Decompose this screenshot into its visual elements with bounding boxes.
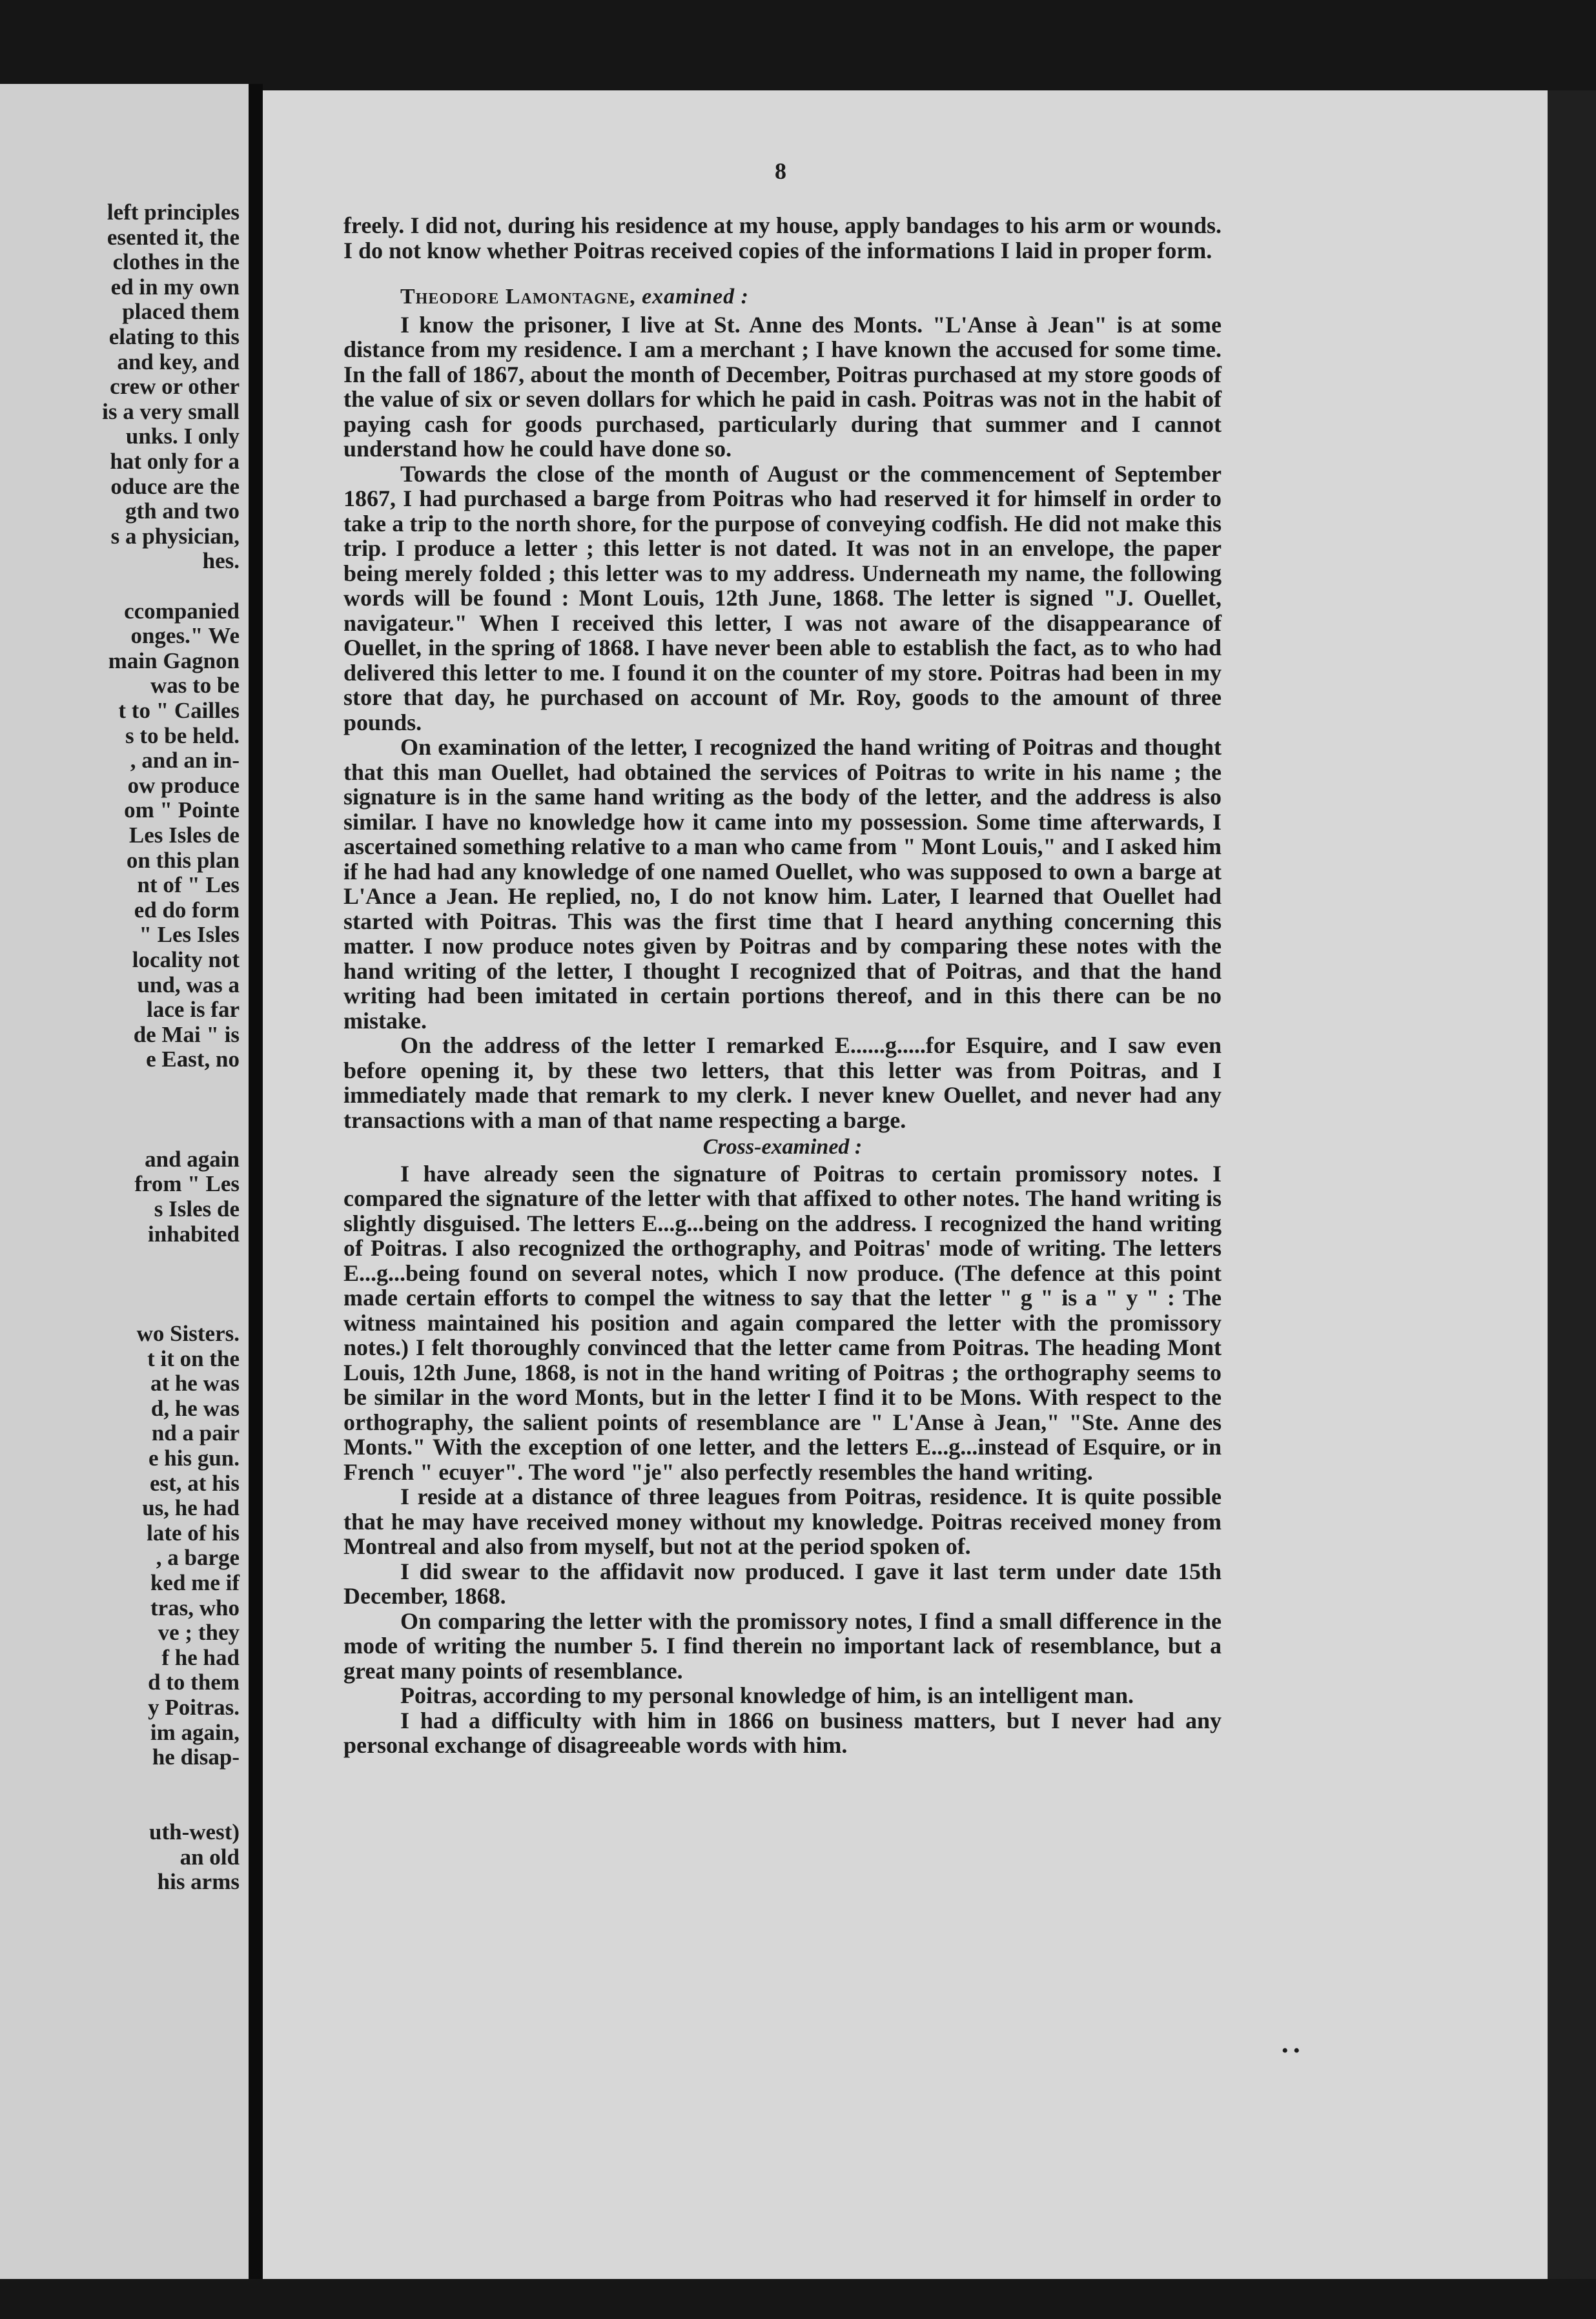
left-page-fragment bbox=[0, 84, 249, 2279]
left-page-line: placed them bbox=[122, 299, 240, 325]
left-page-line: and again bbox=[145, 1146, 240, 1172]
left-page-line: ccompanied bbox=[124, 598, 240, 624]
left-page-line: s a physician, bbox=[110, 523, 240, 549]
witness-role: examined : bbox=[642, 285, 749, 309]
left-page-line: ed do form bbox=[134, 897, 240, 923]
left-page-line: e his gun. bbox=[148, 1446, 240, 1471]
left-page-line: d to them bbox=[148, 1670, 240, 1695]
left-page-line: onges." We bbox=[130, 623, 240, 649]
left-page-line: he disap- bbox=[152, 1744, 240, 1770]
left-page-line: late of his bbox=[147, 1520, 240, 1546]
left-page-line: s Isles de bbox=[154, 1196, 240, 1221]
paragraph-9: Poitras, according to my personal knowledge of him, is an intelligent man. bbox=[400, 1682, 1134, 1708]
ink-specks: • • bbox=[1282, 2040, 1300, 2061]
left-page-line: " Les Isles bbox=[139, 922, 240, 948]
left-page-line: us, he had bbox=[142, 1495, 240, 1521]
left-page-line: , and an in- bbox=[130, 748, 240, 773]
left-page-line: his arms bbox=[157, 1869, 240, 1895]
left-page-line: was to be bbox=[150, 673, 240, 699]
paragraph-5: I have already seen the signature of Poitras to certain promissory notes. I compared the signature of the letter with that affixed to other notes. The hand writing is slightly disguised. The letters E...g...being on the address. I recognized the hand writing of Poitras. I also recognized the orthography, and Poitras' mode of writing. The letters E...g...being found on several notes, which I now produce. (The defence at this point made certain efforts to compel the witness to say that the letter " g " is a " y " : The witness maintained his position and again compared the letter with the promissory notes.) I felt thoroughly convinced that the letter came from Poitras. The heading Mont Louis, 12th June, 1868, is not in the hand writing of Poitras ; the orthography seems to be similar in the word Monts, but in the letter I find it to be Mons. With respect to the orthography, the salient points of resemblance are " L'Anse à Jean," "Ste. Anne des Monts." With the exception of one letter, and the letters E...g...instead of Esquire, or in French " ecuyer". The word "je" also perfectly resembles the hand writing. bbox=[343, 1160, 1222, 1485]
left-page-line: t it on the bbox=[147, 1345, 240, 1371]
left-page-line: esented it, the bbox=[107, 224, 240, 250]
left-page-line: and key, and bbox=[117, 349, 240, 374]
left-page-line: unks. I only bbox=[125, 424, 240, 449]
left-page-line: wo Sisters. bbox=[136, 1321, 240, 1346]
left-page-line: Les Isles de bbox=[128, 822, 240, 848]
left-page-line: at he was bbox=[150, 1371, 240, 1396]
left-page-line: main Gagnon bbox=[108, 648, 240, 673]
scan-edge bbox=[1548, 90, 1596, 2279]
left-page-line: d, he was bbox=[150, 1395, 240, 1421]
left-page-line: crew or other bbox=[110, 374, 240, 400]
page-gutter bbox=[249, 84, 263, 2279]
left-page-line: oduce are the bbox=[110, 473, 240, 499]
paragraph-4: On the address of the letter I remarked E......g.....for Esquire, and I saw even before opening it, by these two letters, that this letter was from Poitras, and I immediately made that remark to my clerk. I never knew Ouellet, and never had any transactions with a man of that name respecting a barge. bbox=[343, 1032, 1222, 1133]
left-page-line: und, was a bbox=[137, 972, 240, 997]
left-page-line: , a barge bbox=[156, 1545, 240, 1571]
left-page-line: hes. bbox=[202, 548, 240, 574]
left-page-line: nt of " Les bbox=[137, 872, 240, 898]
paragraph-6: I reside at a distance of three leagues from Poitras, residence. It is quite possible that he may have received money without my knowledge. Poitras received money from Montreal and also from myself, but not at the period spoken of. bbox=[343, 1484, 1222, 1559]
left-page-line: ow produce bbox=[127, 772, 240, 798]
witness-heading bbox=[400, 285, 1222, 310]
left-page-line: gth and two bbox=[125, 498, 240, 524]
left-page-line: clothes in the bbox=[112, 249, 240, 275]
left-page-line: left principles bbox=[107, 199, 240, 225]
left-page-line: from " Les bbox=[134, 1171, 240, 1197]
left-page-line: inhabited bbox=[148, 1221, 240, 1247]
paragraph-8: On comparing the letter with the promissory notes, I find a small difference in the mode of writing the number 5. I find therein no important lack of resemblance, but a great many points of resemblance. bbox=[343, 1608, 1222, 1684]
paragraph-7: I did swear to the affidavit now produced. I gave it last term under date 15th December, 1868. bbox=[343, 1558, 1222, 1609]
left-page-line: t to " Cailles bbox=[118, 698, 240, 723]
left-page-line: est, at his bbox=[149, 1470, 240, 1496]
left-page-line: ked me if bbox=[150, 1570, 240, 1595]
left-page-line: tras, who bbox=[150, 1595, 240, 1620]
left-page-line: de Mai " is bbox=[133, 1021, 240, 1047]
paragraph-2: Towards the close of the month of August or the commencement of September 1867, I had purchased a barge from Poitras who had reserved it for himself in order to take a trip to the north shore, for the purpose of conveying codfish. He did not make this trip. I produce a letter ; this letter is not dated. It was not in an envelope, the paper being merely folded ; this letter was to my address. Underneath my name, the following words will be found : Mont Louis, 12th June, 1868. The letter is signed "J. Ouellet, navigateur." When I received this letter, I was not aware of the disappearance of Ouellet, in the spring of 1868. I have never been able to establish the fact, as to who had delivered this letter to me. I found it on the counter of my store. Poitras had been in my store that day, he purchased on account of Mr. Roy, goods to the amount of three pounds. bbox=[343, 460, 1222, 735]
left-page-line: on this plan bbox=[126, 847, 240, 873]
left-page-line: an old bbox=[179, 1844, 240, 1870]
left-page-line: ed in my own bbox=[110, 274, 240, 300]
left-page-line: e East, no bbox=[146, 1047, 240, 1072]
witness-name: Theodore Lamontagne, bbox=[400, 285, 636, 309]
left-page-line: s to be held. bbox=[125, 722, 240, 748]
left-page-line: im again, bbox=[150, 1719, 240, 1745]
left-page-line: elating to this bbox=[108, 324, 240, 349]
left-page-line: ve ; they bbox=[158, 1620, 240, 1646]
left-page-line: uth-west) bbox=[149, 1819, 240, 1844]
left-page-line: y Poitras. bbox=[148, 1695, 240, 1720]
left-page-line: hat only for a bbox=[110, 449, 240, 474]
cross-examined-heading: Cross-examined : bbox=[702, 1135, 863, 1159]
left-page-line: om " Pointe bbox=[124, 797, 240, 823]
left-page-line: f he had bbox=[161, 1644, 240, 1670]
paragraph-intro: freely. I did not, during his residence at my house, apply bandages to his arm or wounds. I do not know whether Poitras received copies of the informations I laid in proper form. bbox=[343, 212, 1222, 263]
paragraph-10: I had a difficulty with him in 1866 on business matters, but I never had any personal exchange of disagreeable words with him. bbox=[343, 1707, 1222, 1758]
paragraph-3: On examination of the letter, I recognized the hand writing of Poitras and thought that this man Ouellet, had obtained the services of Poitras to write in his name ; the signature is in the same hand writing as the body of the letter, and the address is also similar. I have no knowledge how it came into my possession. Some time afterwards, I ascertained something relative to a man who came from " Mont Louis," and I asked him if he had had any knowledge of one named Ouellet, who was supposed to own a barge at L'Ance a Jean. He replied, no, I do not know him. Later, I learned that Ouellet had started with Poitras. This was the first time that I heard anything concerning this matter. I now produce notes given by Poitras and by comparing these notes with the hand writing of the letter, I thought I recognized that of Poitras, and that the hand writing had been imitated in certain portions thereof, and in this there can be no mistake. bbox=[343, 734, 1222, 1034]
page-body bbox=[343, 213, 1222, 1758]
paragraph-1: I know the prisoner, I live at St. Anne des Monts. "L'Anse à Jean" is at some distance from my residence. I am a merchant ; I have known the accused for some time. In the fall of 1867, about the month of December, Poitras purchased at my store goods of the value of six or seven dollars for which he paid in cash. Poitras was not in the habit of paying cash for goods purchased, particularly during that summer and I cannot understand how he could have done so. bbox=[343, 311, 1222, 462]
page-number: 8 bbox=[775, 158, 786, 184]
left-page-line: nd a pair bbox=[151, 1420, 240, 1446]
left-page-line: is a very small bbox=[102, 398, 240, 424]
left-page-line: locality not bbox=[132, 947, 240, 972]
left-page-line: lace is far bbox=[147, 997, 240, 1023]
